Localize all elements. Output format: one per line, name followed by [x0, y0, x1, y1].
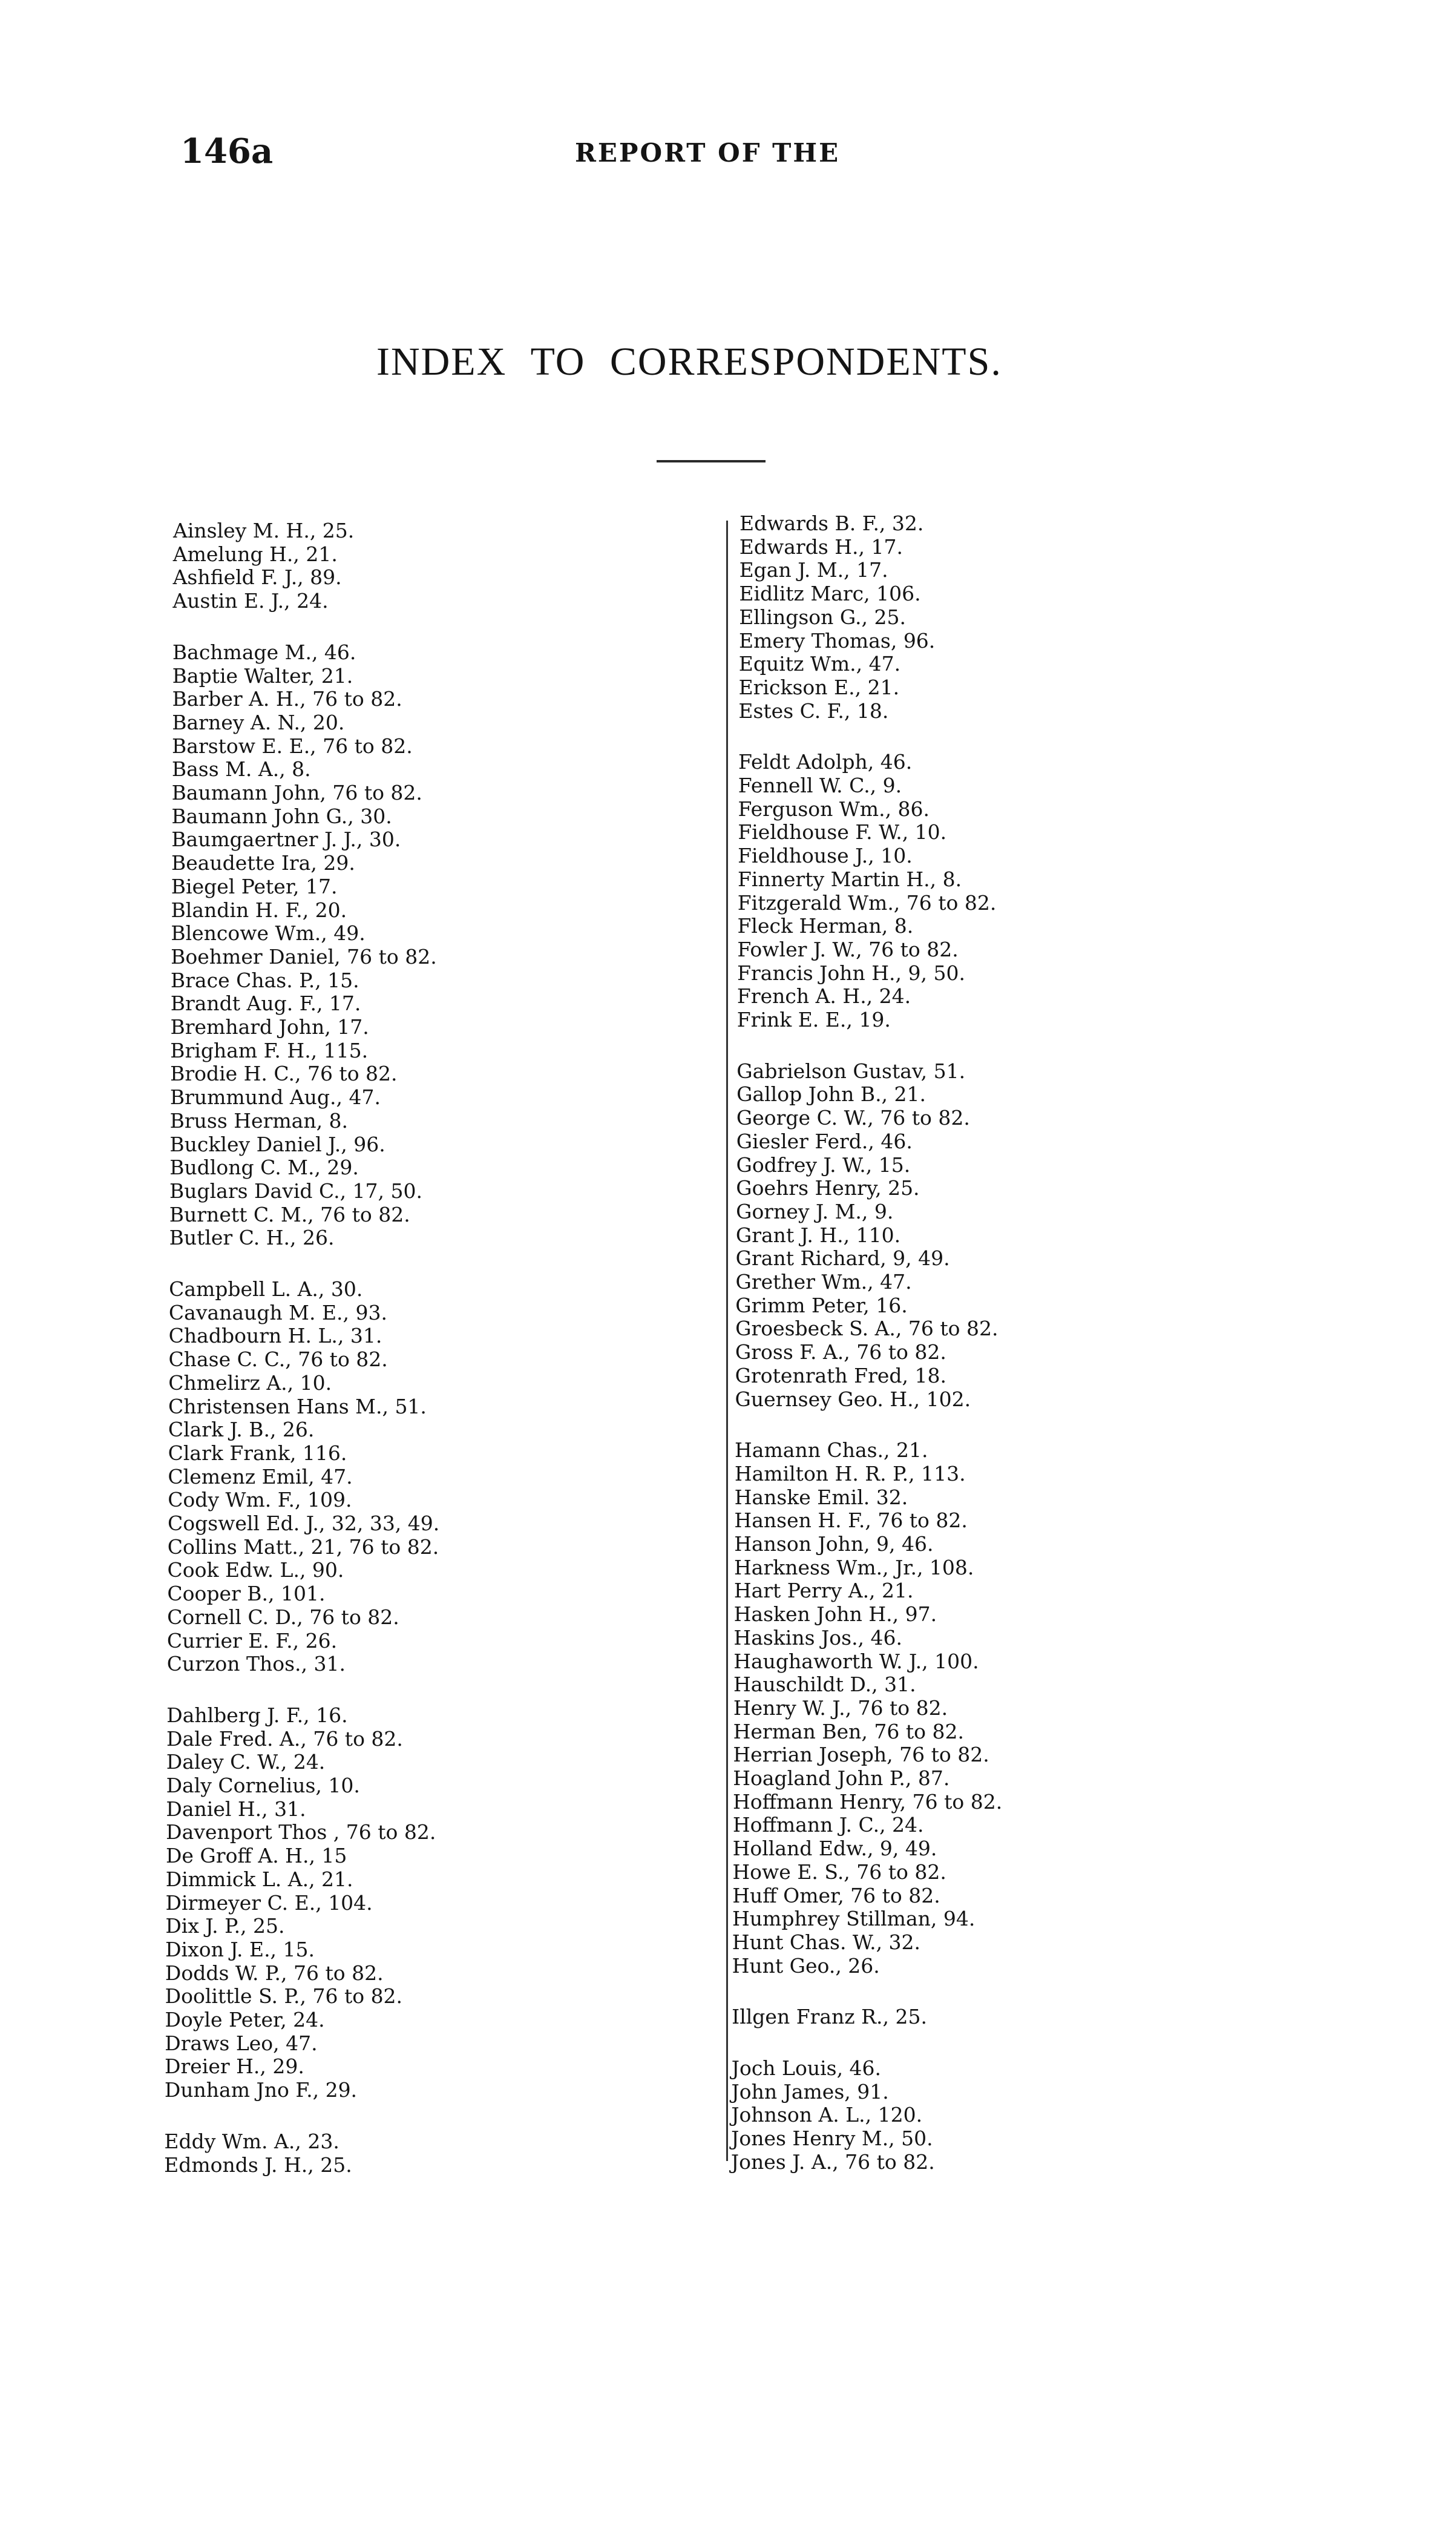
index-entry: Egan J. M., 17. [739, 558, 888, 582]
index-entry: Daley C. W., 24. [166, 1750, 326, 1774]
index-entry: Daniel H., 31. [166, 1797, 306, 1821]
index-entry: Giesler Ferd., 46. [736, 1129, 913, 1153]
index-entry: Blandin H. F., 20. [171, 898, 347, 922]
index-entry: Hauschildt D., 31. [733, 1673, 916, 1697]
index-entry: Guernsey Geo. H., 102. [735, 1387, 971, 1411]
page-number: 146a [180, 131, 274, 171]
index-entry: Baumgaertner J. J., 30. [171, 827, 401, 852]
index-entry: Austin E. J., 24. [172, 589, 329, 613]
index-entry: Grant J. H., 110. [735, 1223, 901, 1247]
index-entry: Hanson John, 9, 46. [734, 1532, 934, 1556]
index-entry: Emery Thomas, 96. [738, 628, 936, 653]
index-entry: Fleck Herman, 8. [737, 914, 914, 938]
index-entry: Chadbourn H. L., 31. [168, 1324, 382, 1348]
index-entry: Butler C. H., 26. [169, 1226, 335, 1250]
index-entry: Eddy Wm. A., 23. [164, 2129, 339, 2153]
index-entry: Barstow E. E., 76 to 82. [172, 734, 413, 758]
index-entry: Estes C. F., 18. [738, 699, 889, 723]
running-head: REPORT OF THE [575, 138, 841, 168]
index-entry: Bremhard John, 17. [170, 1015, 369, 1039]
index-entry: Clark J. B., 26. [168, 1418, 315, 1442]
index-entry: John James, 91. [731, 2079, 889, 2104]
index-entry: Howe E. S., 76 to 82. [732, 1860, 946, 1884]
page-title: INDEX TO CORRESPONDENTS. [376, 340, 1002, 384]
index-entry: Jones Henry M., 50. [731, 2127, 933, 2151]
index-entry: Cavanaugh M. E., 93. [168, 1300, 387, 1324]
index-entry: Hoffmann J. C., 24. [732, 1813, 924, 1837]
index-entry: Equitz Wm., 47. [738, 652, 901, 676]
index-entry: Biegel Peter, 17. [171, 874, 338, 898]
index-entry: Dunham Jno F., 29. [164, 2078, 358, 2102]
index-entry: Baumann John, 76 to 82. [171, 781, 422, 804]
index-entry: Huff Omer, 76 to 82. [732, 1883, 940, 1907]
index-entry: Chase C. C., 76 to 82. [168, 1347, 388, 1372]
index-entry: Grimm Peter, 16. [735, 1293, 908, 1317]
index-entry: Finnerty Martin H., 8. [737, 867, 962, 891]
index-entry: Barber A. H., 76 to 82. [172, 687, 402, 711]
index-entry: Hanske Emil. 32. [734, 1485, 908, 1509]
index-entry: Eidlitz Marc, 106. [739, 582, 921, 606]
title-rule [657, 460, 766, 462]
index-entry: Cornell C. D., 76 to 82. [167, 1605, 399, 1629]
index-entry: Burnett C. M., 76 to 82. [169, 1202, 410, 1226]
index-entry: Erickson E., 21. [738, 675, 900, 699]
index-entry: Baptie Walter, 21. [172, 663, 353, 688]
index-entry: Christensen Hans M., 51. [168, 1394, 427, 1418]
index-entry: Chmelirz A., 10. [168, 1370, 332, 1395]
index-entry: Grotenrath Fred, 18. [735, 1363, 946, 1387]
index-entry: Groesbeck S. A., 76 to 82. [735, 1317, 999, 1341]
index-entry: Boehmer Daniel, 76 to 82. [171, 944, 437, 969]
index-entry: Hasken John H., 97. [733, 1602, 937, 1627]
index-entry: Gallop John B., 21. [736, 1082, 926, 1107]
index-entry: Brummund Aug., 47. [169, 1085, 381, 1110]
index-entry: Collins Matt., 21, 76 to 82. [167, 1535, 439, 1559]
index-entry: Gorney J. M., 9. [736, 1199, 894, 1223]
index-entry: Gross F. A., 76 to 82. [735, 1340, 946, 1364]
index-entry: Holland Edw., 9, 49. [732, 1837, 937, 1861]
index-entry: Brace Chas. P., 15. [170, 968, 359, 992]
index-entry: Frink E. E., 19. [736, 1008, 891, 1031]
index-entry: Dahlberg J. F., 16. [166, 1703, 348, 1727]
index-entry: Joch Louis, 46. [731, 2056, 882, 2080]
index-entry: French A. H., 24. [736, 984, 911, 1008]
index-entry: Godfrey J. W., 15. [736, 1153, 911, 1177]
index-entry: Clark Frank, 116. [168, 1441, 347, 1465]
index-entry: Amelung H., 21. [172, 542, 338, 566]
index-entry: Bruss Herman, 8. [169, 1108, 349, 1133]
index-entry: Draws Leo, 47. [165, 2031, 318, 2055]
index-entry: Hamann Chas., 21. [735, 1438, 928, 1462]
index-entry: Jones J. A., 76 to 82. [730, 2150, 935, 2174]
index-entry: Hart Perry A., 21. [733, 1579, 914, 1603]
index-entry: Grether Wm., 47. [735, 1270, 912, 1294]
column-divider [726, 521, 728, 2161]
index-entry: Cooper B., 101. [167, 1582, 326, 1606]
index-entry: Hunt Geo., 26. [732, 1953, 880, 1978]
index-entry: Fieldhouse J., 10. [738, 844, 913, 868]
index-entry: Beaudette Ira, 29. [171, 851, 355, 875]
index-entry: Illgen Franz R., 25. [732, 2005, 927, 2029]
index-entry: Gabrielson Gustav, 51. [736, 1059, 966, 1083]
index-entry: Brigham F. H., 115. [170, 1038, 369, 1062]
index-entry: Campbell L. A., 30. [169, 1277, 363, 1301]
index-entry: Herrian Joseph, 76 to 82. [733, 1743, 989, 1767]
index-entry: Humphrey Stillman, 94. [732, 1907, 976, 1931]
index-entry: Edmonds J. H., 25. [164, 2153, 352, 2177]
index-entry: Dirmeyer C. E., 104. [165, 1890, 373, 1915]
index-entry: George C. W., 76 to 82. [736, 1106, 970, 1130]
index-entry: Harkness Wm., Jr., 108. [734, 1555, 974, 1579]
index-entry: Hoffmann Henry, 76 to 82. [733, 1789, 1003, 1814]
index-entry: De Groff A. H., 15 [165, 1844, 347, 1868]
index-entry: Bachmage M., 46. [172, 640, 356, 664]
index-entry: Grant Richard, 9, 49. [735, 1246, 950, 1271]
index-entry: Dixon J. E., 15. [165, 1937, 315, 1961]
index-entry: Johnson A. L., 120. [731, 2103, 923, 2127]
index-entry: Hoagland John P., 87. [733, 1766, 950, 1790]
index-entry: Cody Wm. F., 109. [168, 1488, 352, 1512]
index-entry: Edwards B. F., 32. [739, 512, 924, 535]
index-entry: Francis John H., 9, 50. [737, 961, 965, 985]
index-entry: Fowler J. W., 76 to 82. [737, 937, 959, 961]
index-entry: Edwards H., 17. [739, 535, 903, 559]
index-entry: Cook Edw. L., 90. [167, 1558, 344, 1582]
index-entry: Ferguson Wm., 86. [738, 797, 930, 821]
index-entry: Ashfield F. J., 89. [172, 565, 342, 590]
index-entry: Currier E. F., 26. [166, 1628, 338, 1653]
index-entry: Feldt Adolph, 46. [738, 750, 913, 774]
index-entry: Fennell W. C., 9. [738, 774, 902, 797]
index-entry: Fieldhouse F. W., 10. [738, 820, 947, 844]
index-entry: Bass M. A., 8. [171, 757, 311, 781]
index-entry: Hamilton H. R. P., 113. [734, 1461, 966, 1485]
index-entry: Blencowe Wm., 49. [171, 921, 366, 946]
index-entry: Buglars David C., 17, 50. [169, 1179, 422, 1203]
index-entry: Curzon Thos., 31. [166, 1652, 346, 1676]
index-entry: Budlong C. M., 29. [169, 1156, 359, 1180]
index-entry: Buckley Daniel J., 96. [169, 1132, 385, 1156]
index-entry: Ellingson G., 25. [739, 605, 906, 629]
index-entry: Dimmick L. A., 21. [165, 1867, 353, 1891]
index-entry: Haskins Jos., 46. [733, 1625, 903, 1650]
index-entry: Fitzgerald Wm., 76 to 82. [737, 890, 997, 915]
index-entry: Ainsley M. H., 25. [173, 519, 355, 542]
index-entry: Herman Ben, 76 to 82. [733, 1719, 964, 1743]
index-entry: Cogswell Ed. J., 32, 33, 49. [167, 1511, 440, 1535]
index-entry: Doolittle S. P., 76 to 82. [165, 1984, 403, 2008]
index-entry: Hansen H. F., 76 to 82. [734, 1508, 968, 1533]
index-entry: Dale Fred. A., 76 to 82. [166, 1726, 403, 1751]
index-entry: Dodds W. P., 76 to 82. [165, 1961, 384, 1985]
index-entry: Brodie H. C., 76 to 82. [170, 1062, 398, 1086]
index-entry: Dix J. P., 25. [165, 1914, 285, 1938]
index-entry: Barney A. N., 20. [172, 710, 345, 734]
index-entry: Clemenz Emil, 47. [168, 1464, 353, 1488]
index-entry: Daly Cornelius, 10. [166, 1774, 360, 1797]
index-entry: Goehrs Henry, 25. [736, 1176, 920, 1200]
index-entry: Doyle Peter, 24. [165, 2008, 325, 2031]
index-entry: Haughaworth W. J., 100. [733, 1649, 979, 1673]
index-entry: Dreier H., 29. [165, 2054, 304, 2079]
index-entry: Henry W. J., 76 to 82. [733, 1696, 948, 1720]
index-entry: Davenport Thos , 76 to 82. [166, 1820, 436, 1844]
index-entry: Baumann John G., 30. [171, 804, 392, 828]
index-entry: Brandt Aug. F., 17. [170, 992, 361, 1016]
index-entry: Hunt Chas. W., 32. [732, 1930, 921, 1954]
